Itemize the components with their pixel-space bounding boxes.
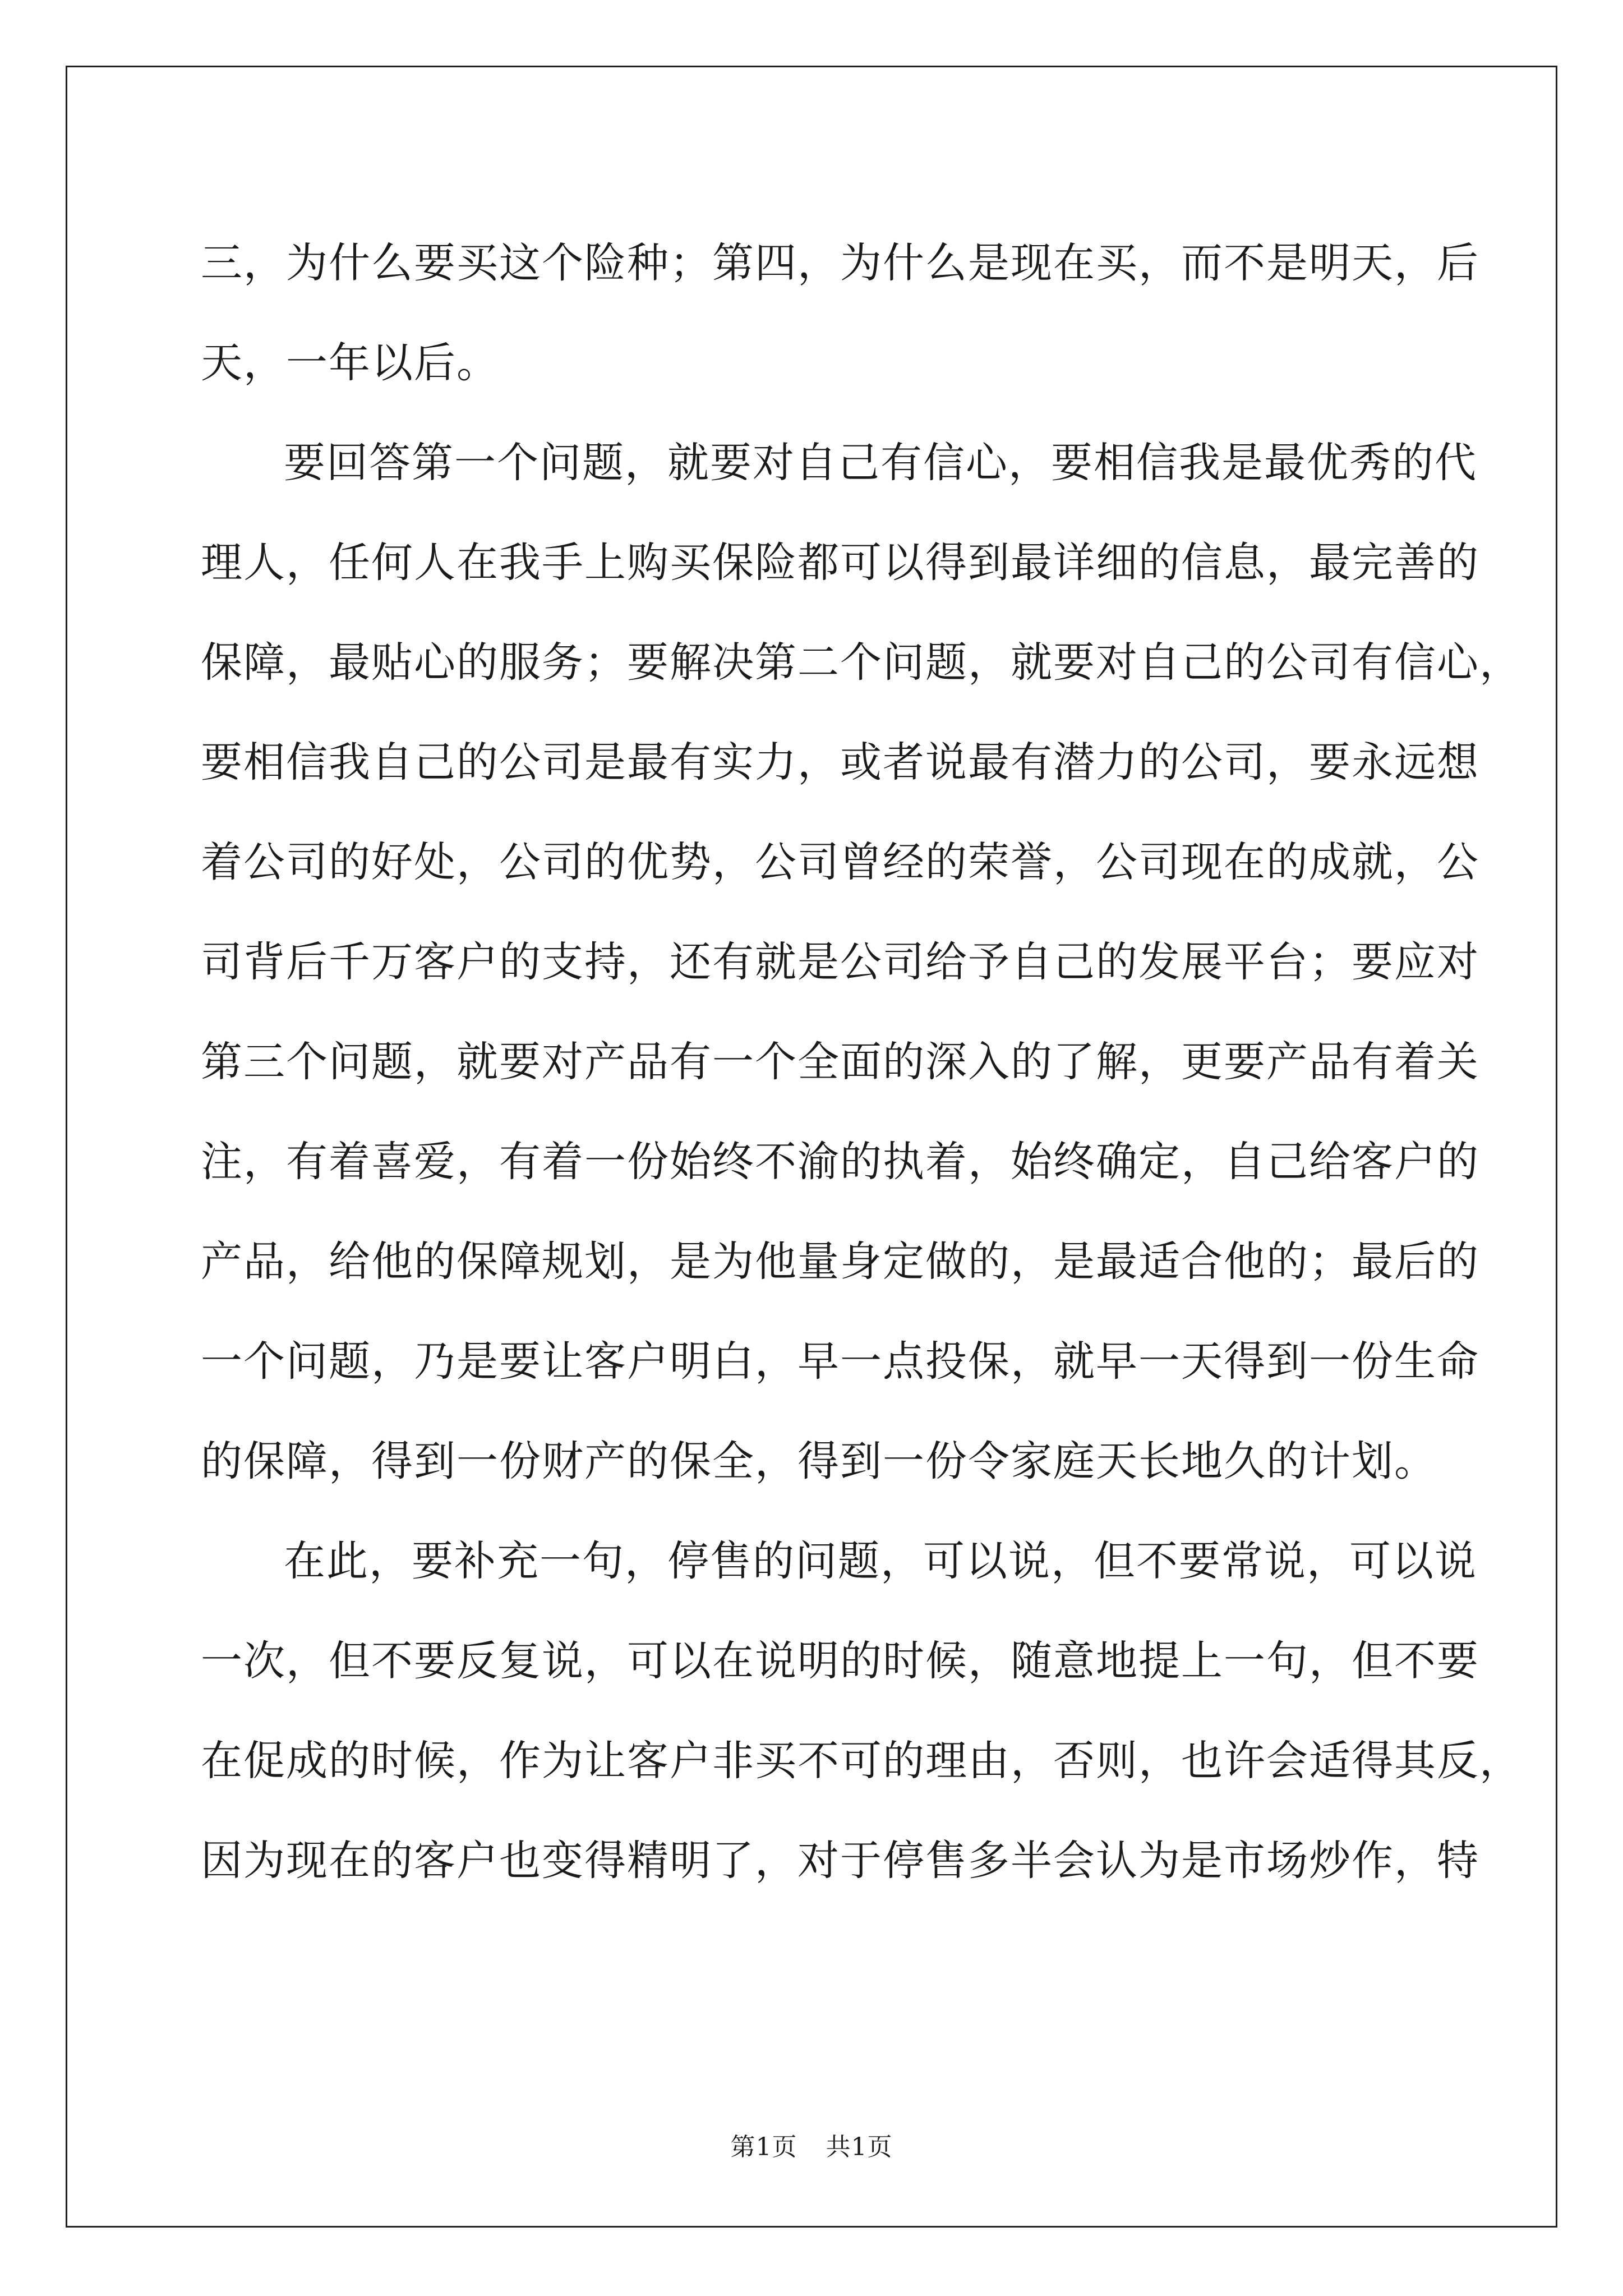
text-line: 注，有着喜爱，有着一份始终不渝的执着，始终确定，自己给客户的 (201, 1138, 1479, 1186)
text-line: 着公司的好处，公司的优势，公司曾经的荣誉，公司现在的成就，公 (201, 838, 1479, 886)
paragraph-start-line: 在此，要补充一句，停售的问题，可以说，但不要常说，可以说 (284, 1537, 1477, 1585)
text-line: 因为现在的客户也变得精明了，对于停售多半会认为是市场炒作，特 (201, 1837, 1479, 1885)
text-line: 产品，给他的保障规划，是为他量身定做的，是最适合他的；最后的 (201, 1237, 1479, 1286)
text-line: 一次，但不要反复说，可以在说明的时候，随意地提上一句，但不要 (201, 1637, 1479, 1685)
page-total: 共1页 (826, 2133, 893, 2161)
page-footer (0, 2127, 1623, 2162)
text-line: 的保障，得到一份财产的保全，得到一份令家庭天长地久的计划。 (201, 1437, 1437, 1485)
document-body (201, 213, 1522, 1911)
text-line: 第三个问题，就要对产品有一个全面的深入的了解，更要产品有着关 (201, 1038, 1479, 1086)
page-number: 第1页 (730, 2133, 797, 2161)
text-line: 司背后千万客户的支持，还有就是公司给予自己的发展平台；要应对 (201, 938, 1479, 986)
paragraph-start-line: 要回答第一个问题，就要对自己有信心，要相信我是最优秀的代 (284, 439, 1477, 487)
text-line: 一个问题，乃是要让客户明白，早一点投保，就早一天得到一份生命 (201, 1337, 1479, 1386)
text-line: 在促成的时候，作为让客户非买不可的理由，否则，也许会适得其反， (201, 1737, 1522, 1785)
text-line: 保障，最贴心的服务；要解决第二个问题，就要对自己的公司有信心， (201, 638, 1522, 687)
text-line: 天，一年以后。 (201, 339, 499, 387)
text-line: 理人，任何人在我手上购买保险都可以得到最详细的信息，最完善的 (201, 539, 1479, 587)
text-line: 三，为什么要买这个险种；第四，为什么是现在买，而不是明天，后 (201, 239, 1479, 287)
text-line: 要相信我自己的公司是最有实力，或者说最有潜力的公司，要永远想 (201, 738, 1479, 786)
